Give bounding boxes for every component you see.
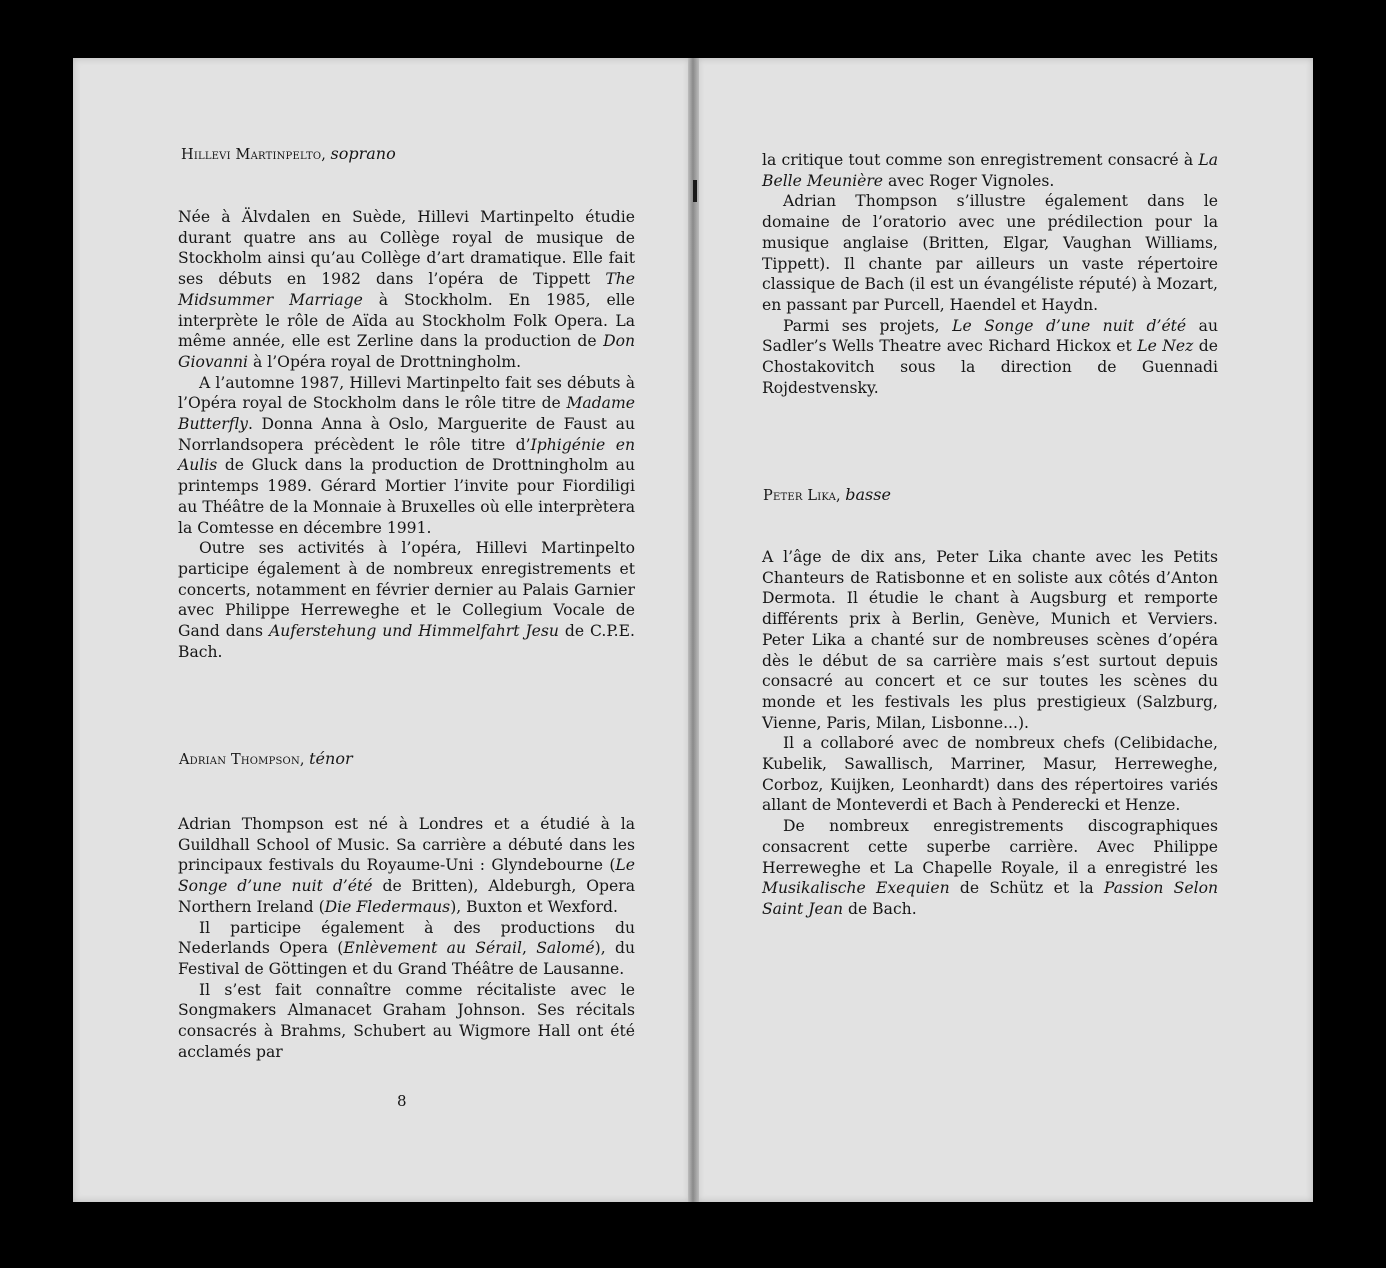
bio-paragraph: Née à Älvdalen en Suède, Hillevi Martinpelto étudie durant quatre ans au Collège royal de musique de Stockholm ainsi qu’au Collège d’art dramatique. Elle fait ses débuts en 1982 dans l’opéra de Tippett The Midsummer Marriage à Stockholm. En 1985, elle interprète le rôle de Aïda au Stockholm Folk Opera. La même année, elle est Zerline dans la production de Don Giovanni à l’Opéra royal de Drottningholm. <box>178 208 635 371</box>
bio-paragraph: Il a collaboré avec de nombreux chefs (Celibidache, Kubelik, Sawallisch, Marriner, Masur, Herreweghe, Corboz, Kuijken, Leonhardt) dans des répertoires variés allant de Monteverdi et Bach à Penderecki et Henze. <box>762 734 1218 815</box>
book-gutter <box>688 58 699 1202</box>
heading-hillevi-martinpelto: Hillevi Martinpelto, soprano <box>181 144 396 163</box>
singer-name: Hillevi Martinpelto <box>181 147 322 163</box>
voice-type: ténor <box>309 749 353 768</box>
heading-peter-lika: Peter Lika, basse <box>763 485 891 504</box>
voice-type: soprano <box>330 144 396 163</box>
bio-paragraph: Il s’est fait connaître comme récitaliste avec le Songmakers Almanacet Graham Johnson. Ses récitals consacrés à Brahms, Schubert au Wigmore Hall ont été acclamés par <box>178 980 635 1061</box>
page-number: 8 <box>397 1092 407 1110</box>
voice-type: basse <box>845 485 891 504</box>
bio-paragraph: A l’âge de dix ans, Peter Lika chante avec les Petits Chanteurs de Ratisbonne et en soliste aux côtés d’Anton Dermota. Il étudie le chant à Augsburg et remporte différents prix à Berlin, Genève, Munich et Verviers. Peter Lika a chanté sur de nombreuses scènes d’opéra dès le début de sa carrière mais s’est surtout depuis consacré au concert et ce sur toutes les scènes du monde et les festivals les plus prestigieux (Salzburg, Vienne, Paris, Milan, Lisbonne...). <box>762 548 1218 732</box>
bio-paragraph: Parmi ses projets, Le Songe d’une nuit d’été au Sadler’s Wells Theatre avec Richard Hickox et Le Nez de Chostakovitch sous la direction de Guennadi Rojdestvensky. <box>762 316 1219 397</box>
bio-peter-lika <box>762 547 1218 920</box>
bio-paragraph: Adrian Thompson est né à Londres et a étudié à la Guildhall School of Music. Sa carrière a débuté dans les principaux festivals du Royaume-Uni : Glyndebourne (Le Songe d’une nuit d’été de Britten), Aldeburgh, Opera Northern Ireland (Die Fledermaus), Buxton et Wexford. <box>178 815 636 916</box>
bio-paragraph: la critique tout comme son enregistrement consacré à La Belle Meunière avec Roger Vignoles. <box>762 151 1218 190</box>
singer-name: Adrian Thompson <box>179 752 300 768</box>
heading-adrian-thompson: Adrian Thompson, ténor <box>179 749 353 768</box>
bio-paragraph: Outre ses activités à l’opéra, Hillevi Martinpelto participe également à de nombreux enregistrements et concerts, notamment en février dernier au Palais Garnier avec Philippe Herreweghe et le Collegium Vocale de Gand dans Auferstehung und Himmelfahrt Jesu de C.P.E. Bach. <box>178 539 635 661</box>
binding-mark <box>693 180 697 202</box>
bio-adrian-thompson-continued <box>762 150 1218 398</box>
bio-paragraph: Il participe également à des productions du Nederlands Opera (Enlèvement au Sérail, Salomé), du Festival de Göttingen et du Grand Théâtre de Lausanne. <box>178 918 635 978</box>
bio-adrian-thompson <box>178 814 635 1062</box>
bio-paragraph: De nombreux enregistrements discographiques consacrent cette superbe carrière. Avec Philippe Herreweghe et La Chapelle Royale, il a enregistré les Musikalische Exequien de Schütz et la Passion Selon Saint Jean de Bach. <box>762 817 1218 918</box>
bio-paragraph: A l’automne 1987, Hillevi Martinpelto fait ses débuts à l’Opéra royal de Stockholm dans le rôle titre de Madame Butterfly. Donna Anna à Oslo, Marguerite de Faust au Norrlandsopera précèdent le rôle titre d’Iphigénie en Aulis de Gluck dans la production de Drottningholm au printemps 1989. Gérard Mortier l’invite pour Fiordiligi au Théâtre de la Monnaie à Bruxelles où elle interprètera la Comtesse en décembre 1991. <box>178 373 635 537</box>
bio-hillevi-martinpelto <box>178 207 635 662</box>
singer-name: Peter Lika <box>763 488 837 504</box>
bio-paragraph: Adrian Thompson s’illustre également dans le domaine de l’oratorio avec une prédilection pour la musique anglaise (Britten, Elgar, Vaughan Williams, Tippett). Il chante par ailleurs un vaste répertoire classique de Bach (il est un évangéliste réputé) à Mozart, en passant par Purcell, Haendel et Haydn. <box>762 192 1218 314</box>
